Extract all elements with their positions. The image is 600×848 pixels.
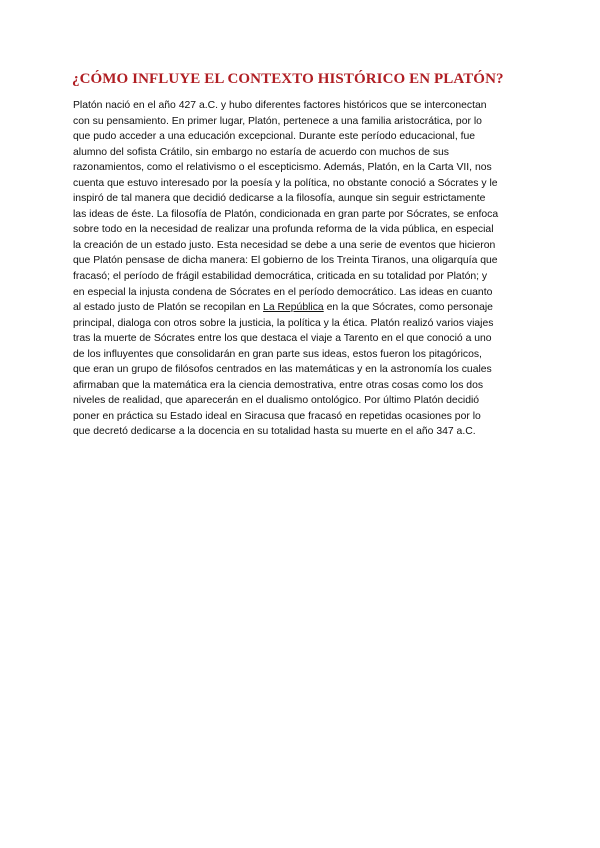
body-line: cuenta que estuvo interesado por la poesía y la política, no obstante conoció a Sócrates y le — [73, 177, 498, 189]
body-line: de los influyentes que consolidarán en gran parte sus ideas, estos fueron los pitagóricos, — [73, 348, 482, 360]
body-line: alumno del sofista Crátilo, sin embargo no estaría de acuerdo con muchos de sus — [73, 146, 450, 158]
body-line: que decretó dedicarse a la docencia en su totalidad hasta su muerte en el año 347 a.C. — [73, 426, 476, 438]
body-line: afirmaban que la matemática era la ciencia demostrativa, entre otras cosas como los dos — [73, 379, 484, 391]
body-line: con su pensamiento. En primer lugar, Platón, pertenece a una familia aristocrática, por lo — [73, 115, 482, 127]
body-line-segment: en la que Sócrates, como personaje — [323, 302, 493, 314]
body-line: principal, dialoga con otros sobre la justicia, la política y la ética. Platón realizó varios viajes — [73, 317, 494, 329]
body-line: las ideas de éste. La filosofía de Platón, condicionada en gran parte por Sócrates, se enfoca — [73, 208, 499, 220]
body-line: que Platón pensase de dicha manera: El gobierno de los Treinta Tiranos, una oligarquía que — [73, 255, 498, 267]
body-line: la creación de un estado justo. Esta necesidad se debe a una serie de eventos que hicieron — [73, 239, 496, 251]
body-line: en especial la injusta condena de Sócrates en el período democrático. Las ideas en cuanto — [73, 286, 493, 298]
document-title: ¿CÓMO INFLUYE EL CONTEXTO HISTÓRICO EN PLATÓN? — [72, 71, 504, 87]
body-line: razonamientos, como el relativismo o el escepticismo. Además, Platón, en la Carta VII, nos — [73, 162, 492, 174]
body-line: poner en práctica su Estado ideal en Siracusa que fracasó en repetidas ocasiones por lo — [73, 410, 481, 422]
body-line: tras la muerte de Sócrates entre los que destaca el viaje a Tarento en el que conoció a uno — [73, 333, 492, 345]
body-line: que eran un grupo de filósofos centrados en las matemáticas y en la astronomía los cuales — [73, 364, 492, 376]
body-line-segment: al estado justo de Platón se recopilan en — [73, 302, 264, 314]
body-line: Platón nació en el año 427 a.C. y hubo diferentes factores históricos que se interconectan — [73, 100, 487, 111]
body-line: niveles de realidad, que aparecerán en el dualismo ontológico. Por último Platón decidió — [73, 395, 480, 407]
body-line: sobre todo en la necesidad de realizar una profunda reforma de la vida pública, en especial — [73, 224, 494, 236]
body-line: que pudo acceder a una educación excepcional. Durante este período educacional, fue — [73, 131, 476, 143]
document-body-paragraph — [73, 98, 533, 440]
body-line: inspiró de tal manera que decidió dedicarse a la filosofía, aunque sin seguir estrictamente — [73, 193, 486, 205]
book-title-underlined: La República — [263, 302, 324, 314]
body-line: fracasó; el período de frágil estabilidad democrática, criticada en su totalidad por Platón; y — [73, 271, 488, 283]
body-line-with-title-reference — [73, 300, 533, 316]
